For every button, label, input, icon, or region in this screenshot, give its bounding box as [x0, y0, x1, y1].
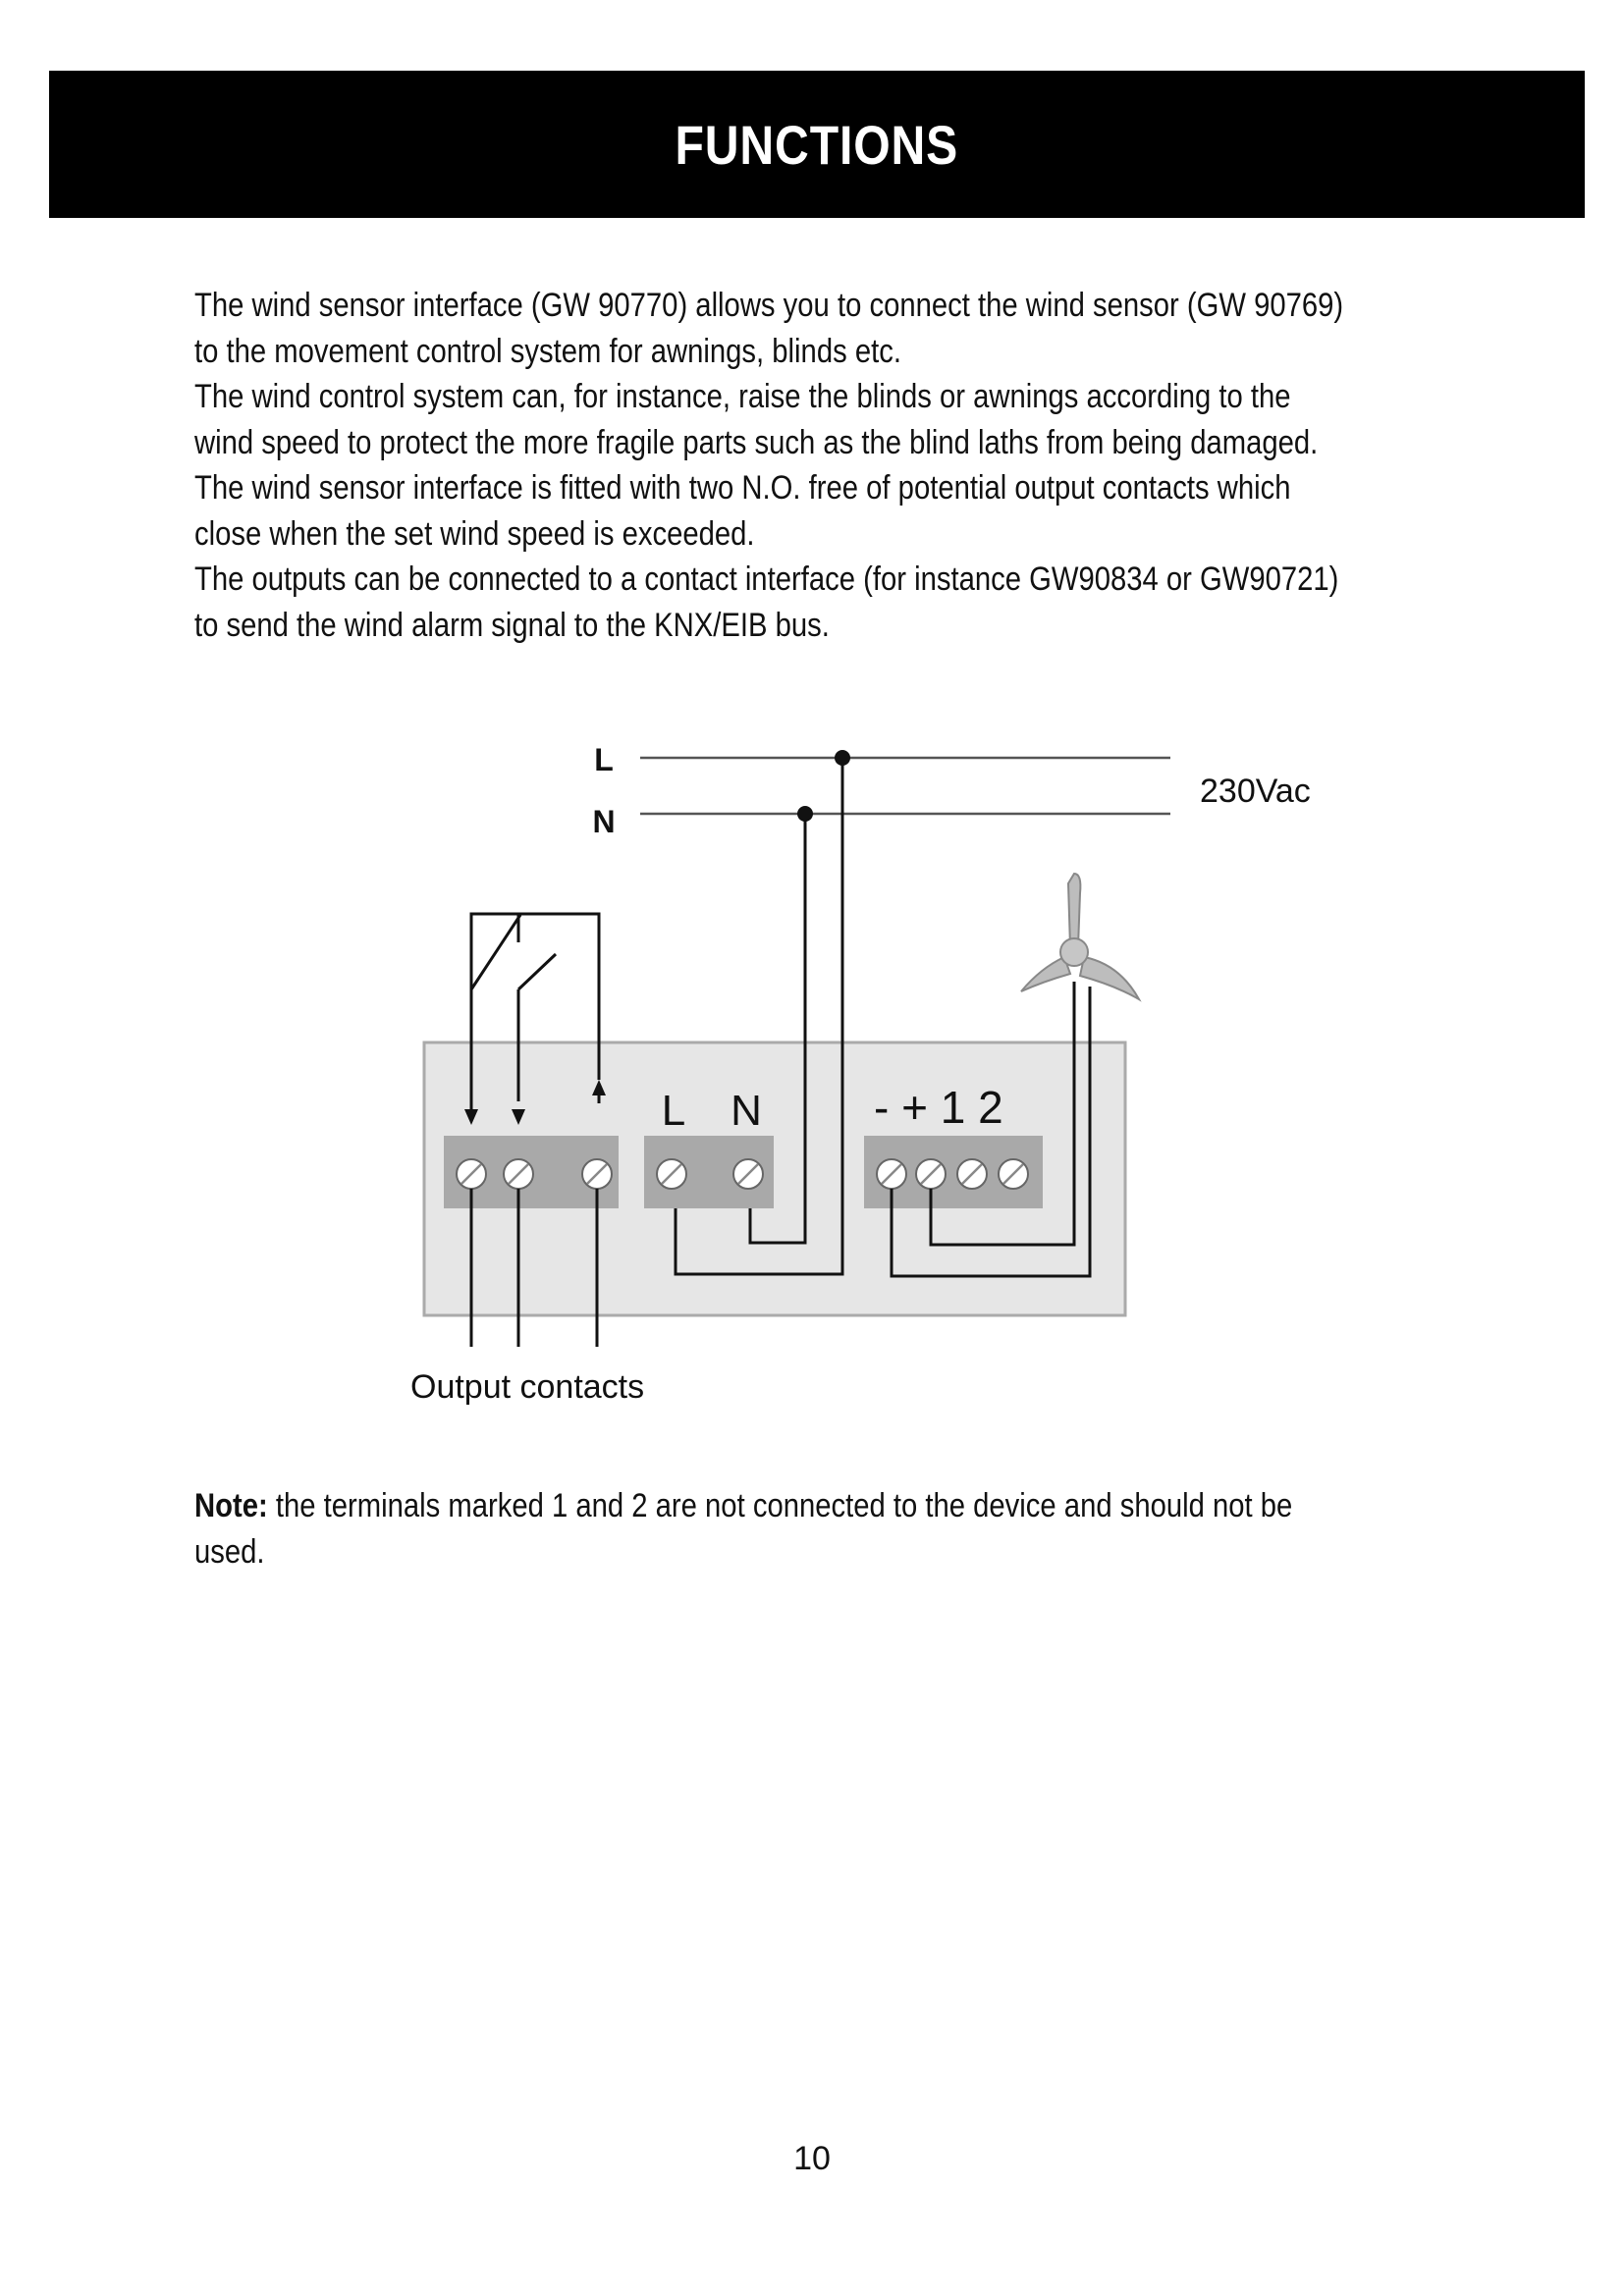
- supply-voltage-label: 230Vac: [1200, 773, 1311, 810]
- intro-line: The wind sensor interface is fitted with two N.O. free of potential output contacts which: [194, 469, 1291, 507]
- intro-line: The wind control system can, for instance, raise the blinds or awnings according to the: [194, 378, 1291, 415]
- note-line-1: [194, 1483, 1309, 1529]
- switch-blade-1: [471, 915, 520, 989]
- intro-line: to send the wind alarm signal to the KNX/EIB bus.: [194, 606, 830, 644]
- terminal-label-L: L: [661, 1087, 686, 1135]
- intro-line: to the movement control system for awnings, blinds etc.: [194, 332, 901, 370]
- page-title: FUNCTIONS: [675, 113, 959, 176]
- line-label-L: L: [594, 742, 614, 777]
- intro-line: The outputs can be connected to a contact interface (for instance GW90834 or GW90721): [194, 561, 1339, 598]
- wind-sensor-icon: [1021, 874, 1139, 999]
- note-section: [194, 1483, 1490, 1575]
- switch-blade-2: [518, 954, 556, 989]
- note-label: Note:: [194, 1487, 268, 1524]
- intro-line: close when the set wind speed is exceeded.: [194, 514, 755, 553]
- line-label-N: N: [592, 804, 616, 839]
- note-text: the terminals marked 1 and 2 are not connected to the device and should not be: [267, 1487, 1293, 1524]
- sensor-terminal-labels: - + 1 2: [874, 1082, 1003, 1133]
- intro-line: The wind sensor interface (GW 90770) allows you to connect the wind sensor (GW 90769): [194, 287, 1344, 324]
- page-number: 10: [793, 2140, 831, 2177]
- note-line-2: used.: [194, 1532, 265, 1571]
- output-contacts-label: Output contacts: [410, 1368, 645, 1406]
- terminal-label-N: N: [731, 1087, 762, 1135]
- intro-line: wind speed to protect the more fragile parts such as the blind laths from being damaged.: [194, 423, 1319, 461]
